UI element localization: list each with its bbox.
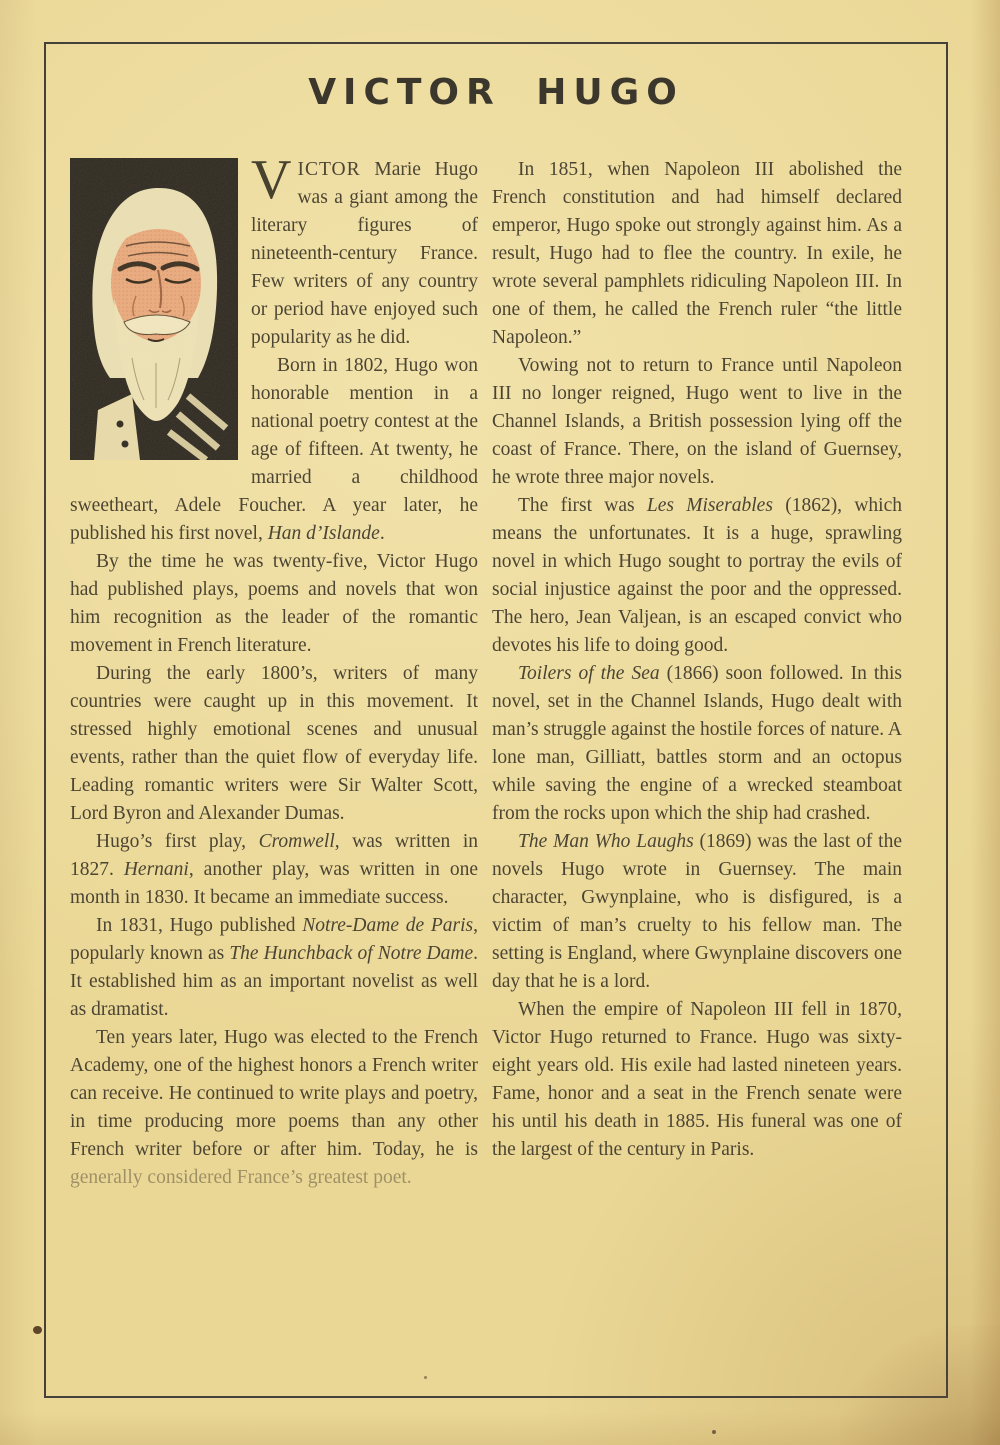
right-column [492,156,902,1164]
paragraph: Vowing not to return to France until Napoleon III no longer reigned, Hugo went to live in the Channel Islands, a British possession lying off the coast of France. There, on the island of Guernsey, he wrote three major novels. [492,355,902,488]
paragraph: By the time he was twenty-five, Victor Hugo had published plays, poems and novels that won him recognition as the leader of the romantic movement in French literature. [70,551,478,656]
page-title: VICTOR HUGO [308,72,684,113]
paragraph: Born in 1802, Hugo won honorable mention in a national poetry contest at the age of fifteen. At twenty, he married a childhood sweetheart, Adele Foucher. A year later, he published his first novel, Han d’Islande. [70,355,478,544]
paragraph: The Man Who Laughs (1869) was the last of the novels Hugo wrote in Guernsey. The main character, Gwynplaine, who is disfigured, is a victim of man’s cruelty to his fellow man. The setting is England, where Gwynplaine discovers one day that he is a lord. [492,831,902,992]
paragraph: In 1851, when Napoleon III abolished the French constitution and had himself declared emperor, Hugo spoke out strongly against him. As a result, Hugo had to flee the country. In exile, he wrote several pamphlets ridiculing Napoleon III. In one of them, he called the French ruler “the little Napoleon.” [492,159,902,348]
drop-cap: V [251,149,292,211]
paragraph: Hugo’s first play, Cromwell, was written in 1827. Hernani, another play, was written in one month in 1830. It became an immediate success. [70,831,478,908]
paper-speck [712,1430,716,1434]
left-column [70,149,479,1192]
portrait-illustration [70,158,238,460]
paragraph: Ten years later, Hugo was elected to the French Academy, one of the highest honors a French writer can receive. He continued to write plays and poetry, in time producing more poems than any other French writer before or after him. Today, he is generally considered France’s greatest poet. [70,1027,478,1188]
paragraph: In 1831, Hugo published Notre-Dame de Paris, popularly known as The Hunchback of Notre Dame. It established him as an important novelist as well as dramatist. [70,915,479,1020]
scan-edge-shading [840,1325,1000,1445]
paper-speck [424,1376,427,1379]
paragraph: VICTOR Marie Hugo was a giant among the literary figures of nineteenth-century France. Few writers of any country or period have enjoyed such popularity as he did. [251,149,478,348]
paragraph: Toilers of the Sea (1866) soon followed. In this novel, set in the Channel Islands, Hugo dealt with man’s struggle against the hostile forces of nature. A lone man, Gilliatt, battles storm and an octopus while saving the engine of a wrecked steamboat from the rocks upon which the ship had crashed. [492,663,903,824]
paragraph: The first was Les Miserables (1862), which means the unfortunates. It is a huge, sprawling novel in which Hugo sought to portray the evils of social injustice against the poor and the oppressed. The hero, Jean Valjean, is an escaped convict who devotes his life to doing good. [492,495,902,656]
ink-dot [33,1326,42,1334]
paragraph: During the early 1800’s, writers of many countries were caught up in this movement. It stressed highly emotional scenes and unusual events, rather than the quiet flow of everyday life. Leading romantic writers were Sir Walter Scott, Lord Byron and Alexander Dumas. [70,663,478,824]
victor-hugo-portrait [70,158,238,460]
paragraph: When the empire of Napoleon III fell in 1870, Victor Hugo returned to France. Hugo was sixty-eight years old. His exile had lasted nineteen years. Fame, honor and a seat in the French senate were his until his death in 1885. His funeral was one of the largest of the century in Paris. [492,999,902,1160]
